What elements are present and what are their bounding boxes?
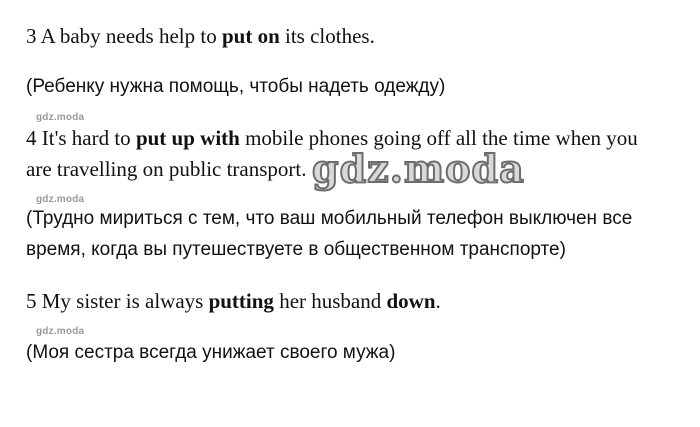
phrasal-verb-putting: putting bbox=[208, 289, 274, 313]
watermark-small-1: gdz.moda bbox=[36, 112, 85, 123]
watermark-small-3: gdz.moda bbox=[36, 326, 85, 337]
sentence-4-english-line2: are travelling on public transport. bbox=[26, 157, 307, 181]
phrasal-verb-put-up-with: put up with bbox=[135, 126, 240, 150]
phrasal-verb-down: down bbox=[386, 289, 436, 313]
phrasal-verb-put-on: put on bbox=[221, 24, 280, 48]
sentence-4-suffix: mobile phones going off all the time when you bbox=[239, 126, 638, 150]
sentence-4-prefix: 4 It's hard to bbox=[26, 126, 136, 150]
watermark-large: gdz.moda bbox=[312, 146, 525, 191]
sentence-3-prefix: 3 A baby needs help to bbox=[26, 24, 222, 48]
sentence-5-english bbox=[26, 289, 441, 313]
watermark-small-2: gdz.moda bbox=[36, 194, 85, 205]
sentence-3-translation: (Ребенку нужна помощь, чтобы надеть одежду) bbox=[26, 76, 446, 97]
sentence-5-translation: (Моя сестра всегда унижает своего мужа) bbox=[26, 342, 396, 363]
sentence-5-suffix: . bbox=[435, 289, 441, 313]
sentence-4-translation-line2: время, когда вы путешествуете в общественном транспорте) bbox=[26, 239, 566, 260]
sentence-3-suffix: its clothes. bbox=[279, 24, 375, 48]
sentence-4-translation-line1: (Трудно мириться с тем, что ваш мобильный телефон выключен все bbox=[26, 208, 633, 229]
sentence-5-middle: her husband bbox=[273, 289, 387, 313]
sentence-5-prefix: 5 My sister is always bbox=[26, 289, 209, 313]
sentence-3-english bbox=[26, 24, 375, 48]
